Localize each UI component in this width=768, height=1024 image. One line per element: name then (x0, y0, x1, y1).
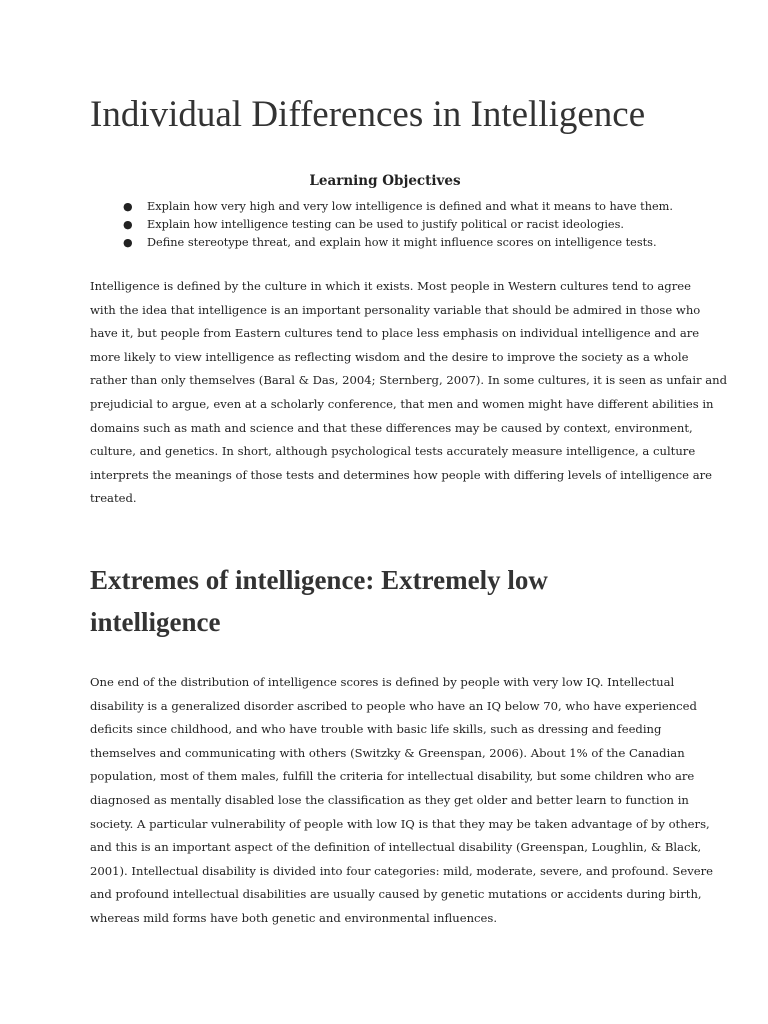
paragraph-line: society. A particular vulnerability of people with low IQ is that they may be taken advantage of by others, (90, 816, 710, 831)
bullet-icon: ● (123, 200, 133, 213)
paragraph-line: prejudicial to argue, even at a scholarly conference, that men and women might have different abilities in (90, 396, 714, 411)
intro-paragraph (90, 275, 728, 511)
low-intelligence-paragraph (90, 671, 714, 931)
section-heading-line: Extremes of intelligence: Extremely low (90, 565, 548, 595)
bullet-icon: ● (123, 218, 133, 231)
objective-text: Define stereotype threat, and explain how it might influence scores on intelligence tests. (147, 236, 657, 249)
paragraph-line: themselves and communicating with others (Switzky & Greenspan, 2006). About 1% of the Canadian (90, 745, 685, 760)
paragraph-line: diagnosed as mentally disabled lose the classification as they get older and better learn to function in (90, 792, 689, 807)
objective-text: Explain how very high and very low intelligence is defined and what it means to have them. (147, 200, 673, 213)
page-title: Individual Differences in Intelligence (90, 94, 646, 135)
paragraph-line: and profound intellectual disabilities are usually caused by genetic mutations or accidents during birth, (90, 887, 702, 902)
paragraph-line: One end of the distribution of intelligence scores is defined by people with very low IQ. Intellectual (90, 675, 675, 689)
paragraph-line: culture, and genetics. In short, although psychological tests accurately measure intelligence, a culture (90, 444, 696, 459)
paragraph-line: domains such as math and science and that these differences may be caused by context, environment, (90, 420, 693, 435)
paragraph-line: have it, but people from Eastern cultures tend to place less emphasis on individual intelligence and are (90, 326, 700, 341)
paragraph-line: and this is an important aspect of the definition of intellectual disability (Greenspan, Loughlin, & Black, (90, 840, 702, 855)
list-item (90, 216, 710, 234)
objective-text: Explain how intelligence testing can be used to justify political or racist ideologies. (147, 218, 625, 231)
paragraph-line: population, most of them males, fulfill the criteria for intellectual disability, but some children who are (90, 769, 695, 784)
list-item (90, 234, 710, 252)
section-heading-line: intelligence (90, 607, 221, 637)
paragraph-line: with the idea that intelligence is an important personality variable that should be admired in those who (90, 302, 701, 317)
paragraph-line: more likely to view intelligence as reflecting wisdom and the desire to improve the society as a whole (90, 349, 689, 364)
paragraph-line: disability is a generalized disorder ascribed to people who have an IQ below 70, who have experienced (90, 698, 697, 713)
paragraph-line: rather than only themselves (Baral & Das, 2004; Sternberg, 2007). In some cultures, it is seen as unfair and (90, 373, 728, 388)
learning-objectives-heading: Learning Objectives (309, 173, 461, 189)
paragraph-line: interprets the meanings of those tests and determines how people with differing levels of intelligence are (90, 467, 713, 482)
learning-objectives-list (90, 198, 710, 252)
list-item (90, 198, 710, 216)
paragraph-line: whereas mild forms have both genetic and environmental influences. (90, 910, 498, 925)
paragraph-line: Intelligence is defined by the culture in which it exists. Most people in Western cultures tend to agree (90, 279, 691, 293)
bullet-icon: ● (123, 236, 133, 249)
paragraph-line: 2001). Intellectual disability is divided into four categories: mild, moderate, severe, and profound. Severe (90, 863, 714, 878)
section-heading (90, 559, 680, 643)
paragraph-line: treated. (90, 491, 137, 506)
paragraph-line: deficits since childhood, and who have trouble with basic life skills, such as dressing and feeding (90, 722, 662, 737)
